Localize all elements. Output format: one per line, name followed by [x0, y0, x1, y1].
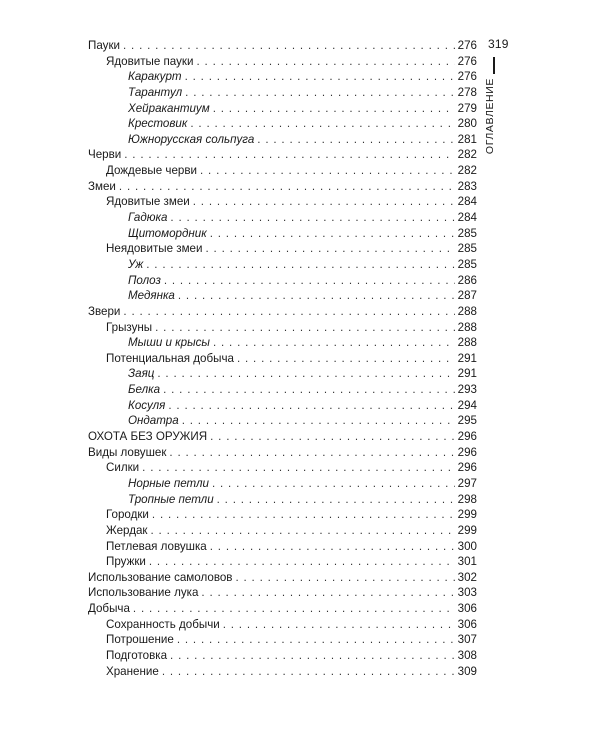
dot-leader — [213, 335, 455, 351]
toc-entry-page: 288 — [457, 336, 477, 350]
toc-entry-title: Хейракантиум — [128, 101, 210, 115]
toc-entry — [88, 288, 477, 304]
toc-entry-title: Пауки — [88, 39, 120, 52]
toc-entry-page: 282 — [457, 148, 477, 162]
toc-entry-title: Использование лука — [88, 586, 199, 600]
dot-leader — [149, 554, 455, 570]
toc-entry-title: Сохранность добычи — [106, 617, 220, 631]
toc-entry — [88, 241, 477, 257]
dot-leader — [223, 617, 455, 633]
toc-entry-page: 285 — [457, 226, 477, 240]
dot-leader — [210, 539, 455, 555]
toc-entry-page: 296 — [457, 430, 477, 444]
toc-entry-title: Подготовка — [106, 648, 168, 662]
toc-entry-page: 291 — [457, 351, 477, 365]
toc-entry — [88, 69, 477, 85]
running-head: ОГЛАВЛЕНИЕ — [484, 78, 496, 155]
toc-entry-title: Петлевая ловушка — [106, 539, 207, 553]
toc-entry-page: 286 — [457, 273, 477, 287]
toc-entry-page: 285 — [457, 242, 477, 256]
toc-entry-page: 284 — [457, 211, 477, 225]
toc-entry-title: Ядовитые змеи — [106, 195, 190, 209]
dot-leader — [162, 664, 455, 680]
toc-entry — [88, 147, 477, 163]
toc-entry-page: 298 — [457, 492, 477, 506]
toc-entry — [88, 648, 477, 664]
dot-leader — [200, 163, 455, 179]
dot-leader — [193, 194, 455, 210]
toc-entry — [88, 54, 477, 70]
toc-entry-title: Полоз — [128, 273, 161, 287]
toc-entry-page: 297 — [457, 476, 477, 490]
dot-leader — [168, 398, 454, 414]
toc-entry-title: Медянка — [128, 289, 175, 303]
toc-entry-page: 306 — [457, 602, 477, 616]
toc-entry-page: 296 — [457, 445, 477, 459]
toc-entry — [88, 445, 477, 461]
toc-entry — [88, 601, 477, 617]
dot-leader — [170, 648, 455, 664]
toc-entry — [88, 632, 477, 648]
dot-leader — [201, 585, 454, 601]
toc-entry — [88, 273, 477, 289]
toc-entry-title: Звери — [88, 304, 121, 318]
toc-entry-title: Крестовик — [128, 117, 188, 131]
dot-leader — [185, 85, 454, 101]
dot-leader — [119, 179, 455, 195]
dot-leader — [182, 413, 455, 429]
toc-entry — [88, 194, 477, 210]
dot-leader — [190, 116, 454, 132]
toc-entry-page: 285 — [457, 257, 477, 271]
toc-entry-title: ОХОТА БЕЗ ОРУЖИЯ — [88, 430, 208, 444]
toc-entry — [88, 664, 477, 680]
dot-leader — [210, 226, 455, 242]
dot-leader — [169, 445, 454, 461]
dot-leader — [157, 366, 454, 382]
dot-leader — [196, 54, 454, 70]
dot-leader — [237, 351, 455, 367]
toc-entry-page: 291 — [457, 367, 477, 381]
toc-entry — [88, 554, 477, 570]
toc-entry-page: 282 — [457, 164, 477, 178]
toc-entry — [88, 304, 477, 320]
dot-leader — [213, 101, 455, 117]
toc-entry-title: Силки — [106, 461, 140, 475]
toc-entry-page: 299 — [457, 523, 477, 537]
toc-entry-page: 278 — [457, 85, 477, 99]
dot-leader — [217, 492, 455, 508]
toc-entry-title: Черви — [88, 148, 122, 162]
toc-entry-page: 287 — [457, 289, 477, 303]
toc-entry-title: Тарантул — [128, 85, 183, 99]
toc-entry-title: Щитомордник — [128, 226, 207, 240]
toc-entry-title: Ядовитые пауки — [106, 54, 194, 68]
dot-leader — [133, 601, 455, 617]
toc-entry-page: 288 — [457, 320, 477, 334]
dot-leader — [164, 273, 455, 289]
toc-entry — [88, 351, 477, 367]
toc-entry-title: Грызуны — [106, 320, 153, 334]
toc-entry-title: Мыши и крысы — [128, 336, 210, 350]
toc-entry-title: Косуля — [128, 398, 166, 412]
toc-entry — [88, 132, 477, 148]
toc-entry — [88, 366, 477, 382]
toc-entry-title: Неядовитые змеи — [106, 242, 203, 256]
toc-entry — [88, 413, 477, 429]
dot-leader — [124, 147, 454, 163]
toc-entry-title: Хранение — [106, 664, 159, 678]
toc-entry — [88, 226, 477, 242]
toc-entry-page: 288 — [457, 304, 477, 318]
dot-leader — [178, 288, 455, 304]
page-number: 319 — [488, 37, 509, 51]
toc-entry-title: Каракурт — [128, 70, 182, 84]
dot-leader — [152, 507, 455, 523]
toc-entry — [88, 116, 477, 132]
toc-entry-page: 302 — [457, 570, 477, 584]
toc-entry-title: Добыча — [88, 602, 130, 616]
toc-entry — [88, 38, 477, 54]
toc-entry — [88, 210, 477, 226]
dot-leader — [150, 523, 454, 539]
toc-entry-page: 293 — [457, 383, 477, 397]
toc-entry — [88, 507, 477, 523]
toc-entry-title: Потенциальная добыча — [106, 351, 234, 365]
dot-leader — [163, 382, 455, 398]
dot-leader — [185, 69, 455, 85]
toc-entry-page: 296 — [457, 461, 477, 475]
table-of-contents — [88, 38, 477, 679]
toc-entry-page: 308 — [457, 648, 477, 662]
toc-entry-page: 300 — [457, 539, 477, 553]
dot-leader — [210, 429, 455, 445]
toc-entry-page: 303 — [457, 586, 477, 600]
toc-entry-page: 307 — [457, 633, 477, 647]
toc-entry-page: 299 — [457, 508, 477, 522]
toc-entry — [88, 85, 477, 101]
toc-entry-title: Городки — [106, 508, 149, 522]
toc-entry-title: Жердак — [106, 523, 148, 537]
dot-leader — [257, 132, 454, 148]
toc-entry — [88, 257, 477, 273]
toc-entry-title: Змеи — [88, 179, 116, 193]
toc-entry-title: Уж — [128, 257, 144, 271]
toc-entry — [88, 398, 477, 414]
dot-leader — [142, 460, 454, 476]
toc-entry-page: 284 — [457, 195, 477, 209]
dot-leader — [205, 241, 454, 257]
toc-entry-title: Заяц — [128, 367, 155, 381]
toc-entry — [88, 429, 477, 445]
toc-entry-page: 309 — [457, 664, 477, 678]
toc-entry — [88, 335, 477, 351]
toc-entry-page: 295 — [457, 414, 477, 428]
toc-entry — [88, 523, 477, 539]
toc-entry-page: 276 — [457, 54, 477, 68]
running-head-rule — [493, 57, 495, 74]
dot-leader — [123, 304, 454, 320]
toc-entry-page: 279 — [457, 101, 477, 115]
toc-entry — [88, 382, 477, 398]
toc-entry-page: 276 — [457, 70, 477, 84]
toc-entry-page: 276 — [457, 39, 477, 52]
toc-entry-page: 306 — [457, 617, 477, 631]
toc-entry — [88, 570, 477, 586]
toc-entry-title: Тропные петли — [128, 492, 214, 506]
toc-entry-page: 281 — [457, 132, 477, 146]
toc-entry-title: Белка — [128, 383, 161, 397]
toc-entry — [88, 539, 477, 555]
toc-entry — [88, 179, 477, 195]
toc-entry — [88, 460, 477, 476]
toc-entry — [88, 476, 477, 492]
toc-entry-title: Норные петли — [128, 476, 209, 490]
dot-leader — [212, 476, 455, 492]
toc-entry — [88, 585, 477, 601]
toc-entry-title: Южнорусская сольпуга — [128, 132, 255, 146]
dot-leader — [123, 38, 455, 54]
dot-leader — [177, 632, 455, 648]
dot-leader — [146, 257, 454, 273]
toc-entry-title: Дождевые черви — [106, 164, 198, 178]
toc-entry-page: 301 — [457, 555, 477, 569]
toc-entry — [88, 617, 477, 633]
dot-leader — [155, 320, 455, 336]
toc-entry-page: 280 — [457, 117, 477, 131]
toc-entry-page: 283 — [457, 179, 477, 193]
toc-entry-title: Использование самоловов — [88, 570, 233, 584]
toc-entry-title: Виды ловушек — [88, 445, 167, 459]
dot-leader — [235, 570, 454, 586]
toc-entry-title: Гадюка — [128, 211, 168, 225]
toc-entry — [88, 163, 477, 179]
toc-entry-title: Пружки — [106, 555, 146, 569]
toc-entry — [88, 492, 477, 508]
toc-entry-page: 294 — [457, 398, 477, 412]
toc-entry-title: Потрошение — [106, 633, 174, 647]
toc-entry-title: Ондатра — [128, 414, 179, 428]
toc-entry — [88, 101, 477, 117]
dot-leader — [170, 210, 454, 226]
toc-entry — [88, 320, 477, 336]
